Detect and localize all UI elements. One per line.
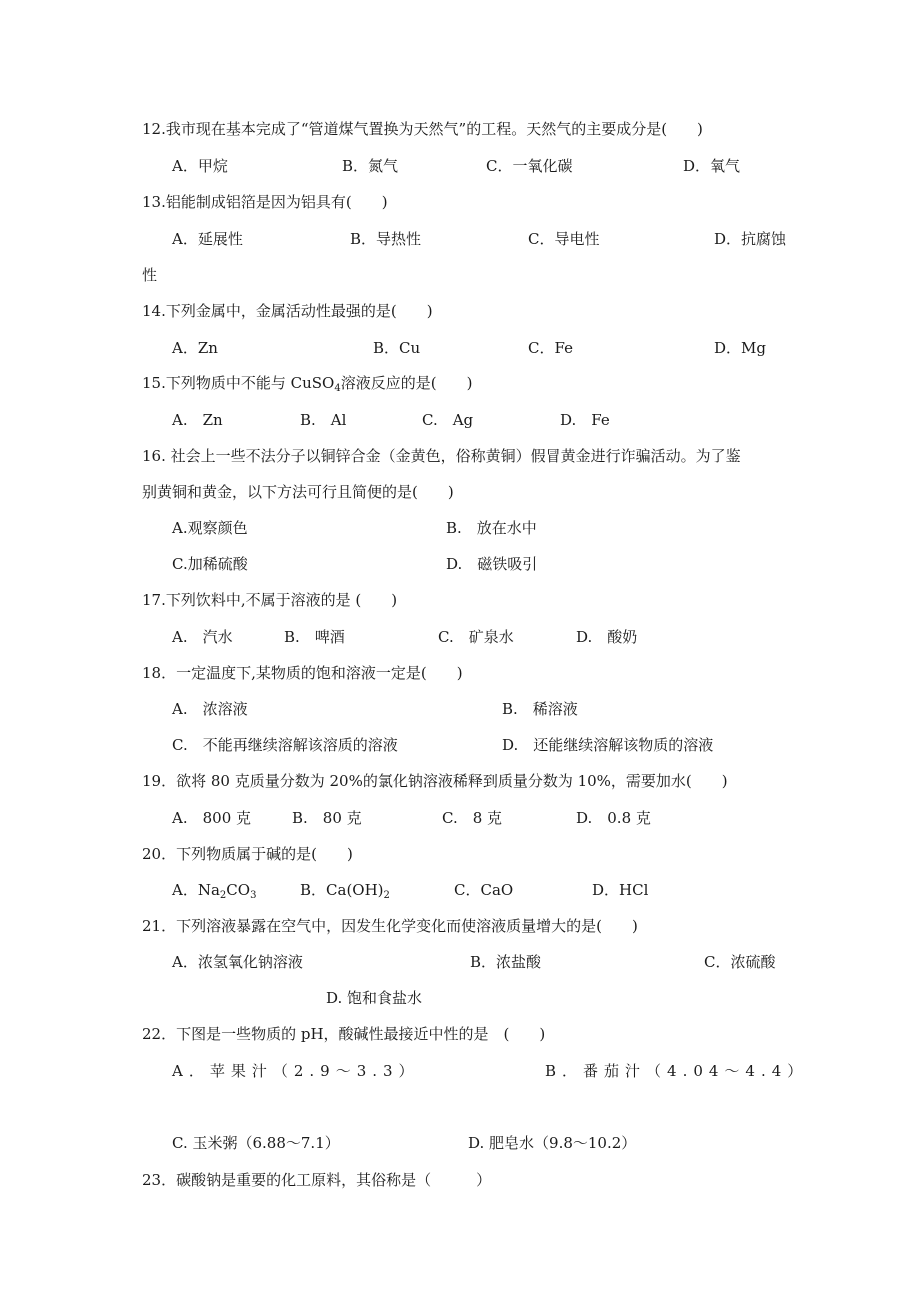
question-13-option-d-wrap: 性 <box>142 266 158 284</box>
question-16-option-c: C.加稀硫酸 <box>172 555 248 573</box>
question-15-stem <box>142 373 472 393</box>
question-16-stem-line1: 16. 社会上一些不法分子以铜锌合金（金黄色，俗称黄铜）假冒黄金进行诈骗活动。为了鉴 <box>142 447 741 465</box>
question-19-stem: 19．欲将 80 克质量分数为 20%的氯化钠溶液稀释到质量分数为 10%，需要加水( ) <box>142 772 728 790</box>
question-20-option-a <box>172 880 256 900</box>
question-19-option-a: A. 800 克 <box>172 809 251 827</box>
question-14-option-c: C．Fe <box>528 339 573 357</box>
question-21-stem: 21．下列溶液暴露在空气中，因发生化学变化而使溶液质量增大的是( ) <box>142 917 638 935</box>
question-18-option-d: D. 还能继续溶解该物质的溶液 <box>502 736 714 754</box>
question-15-stem-subscript: 4 <box>334 383 341 394</box>
question-18-option-a: A. 浓溶液 <box>172 700 248 718</box>
question-14-option-d: D．Mg <box>714 339 766 357</box>
question-13-option-d: D．抗腐蚀 <box>714 230 787 248</box>
question-22-option-a: A．苹果汁（2.9～3.3） <box>172 1062 420 1080</box>
question-19-option-c: C. 8 克 <box>442 809 503 827</box>
question-20-stem: 20．下列物质属于碱的是( ) <box>142 845 353 863</box>
question-15-option-a: A. Zn <box>172 411 223 429</box>
question-12-option-d: D．氧气 <box>683 157 741 175</box>
question-17-option-b: B. 啤酒 <box>284 628 345 646</box>
question-16-stem-line2: 别黄铜和黄金，以下方法可行且简便的是( ) <box>142 483 454 501</box>
question-19-option-b: B. 80 克 <box>292 809 362 827</box>
option-b-text: B．Ca(OH) <box>300 881 384 899</box>
question-20-option-d: D．HCl <box>592 881 649 899</box>
question-13-option-a: A．延展性 <box>172 230 243 248</box>
question-17-option-a: A. 汽水 <box>172 628 233 646</box>
question-17-option-d: D. 酸奶 <box>576 628 638 646</box>
question-22-option-b: B．番茄汁（4.04～4.4） <box>545 1062 809 1080</box>
question-15-option-d: D. Fe <box>560 411 610 429</box>
option-a-text2: CO <box>226 881 251 899</box>
question-15-stem-part2: 溶液反应的是( ) <box>340 374 473 392</box>
question-20-option-c: C．CaO <box>454 881 514 899</box>
question-18-stem: 18．一定温度下,某物质的饱和溶液一定是( ) <box>142 664 463 682</box>
question-14-stem: 14.下列金属中，金属活动性最强的是( ) <box>142 302 433 320</box>
question-12-option-c: C．一氧化碳 <box>486 157 573 175</box>
question-21-option-c: C．浓硫酸 <box>704 953 776 971</box>
question-15-option-b: B. Al <box>300 411 347 429</box>
question-18-option-c: C. 不能再继续溶解该溶质的溶液 <box>172 736 398 754</box>
question-22-stem: 22．下图是一些物质的 pH，酸碱性最接近中性的是 ( ) <box>142 1025 546 1043</box>
question-16-option-b: B. 放在水中 <box>446 519 537 537</box>
question-12-stem: 12.我市现在基本完成了“管道煤气置换为天然气”的工程。天然气的主要成分是( ) <box>142 120 703 138</box>
question-16-option-a: A.观察颜色 <box>172 519 248 537</box>
question-22-option-c: C. 玉米粥（6.88～7.1） <box>172 1134 340 1152</box>
question-13-option-b: B．导热性 <box>350 230 422 248</box>
question-22-option-d: D. 肥皂水（9.8～10.2） <box>468 1134 637 1152</box>
question-16-option-d: D. 磁铁吸引 <box>446 555 538 573</box>
question-13-option-c: C．导电性 <box>528 230 600 248</box>
question-20-option-b <box>300 880 390 900</box>
question-14-option-a: A．Zn <box>172 339 218 357</box>
option-b-sub: 2 <box>383 890 390 901</box>
question-21-option-a: A．浓氢氧化钠溶液 <box>172 953 303 971</box>
question-17-stem: 17.下列饮料中,不属于溶液的是 ( ) <box>142 591 398 609</box>
question-14-option-b: B．Cu <box>373 339 421 357</box>
question-21-option-b: B．浓盐酸 <box>470 953 542 971</box>
question-18-option-b: B. 稀溶液 <box>502 700 578 718</box>
question-17-option-c: C. 矿泉水 <box>438 628 514 646</box>
question-13-stem: 13.铝能制成铝箔是因为铝具有( ) <box>142 193 388 211</box>
question-15-option-c: C. Ag <box>422 411 474 429</box>
option-a-sub1: 2 <box>219 890 227 901</box>
option-a-sub2: 3 <box>250 890 257 901</box>
question-12-option-a: A．甲烷 <box>172 157 228 175</box>
question-12-option-b: B．氮气 <box>342 157 399 175</box>
question-19-option-d: D. 0.8 克 <box>576 809 651 827</box>
question-21-option-d: D. 饱和食盐水 <box>326 989 423 1007</box>
question-15-stem-part1: 15.下列物质中不能与 CuSO <box>142 374 335 392</box>
question-23-stem: 23．碳酸钠是重要的化工原料，其俗称是（ ） <box>142 1171 492 1189</box>
option-a-text: A．Na <box>172 881 220 899</box>
